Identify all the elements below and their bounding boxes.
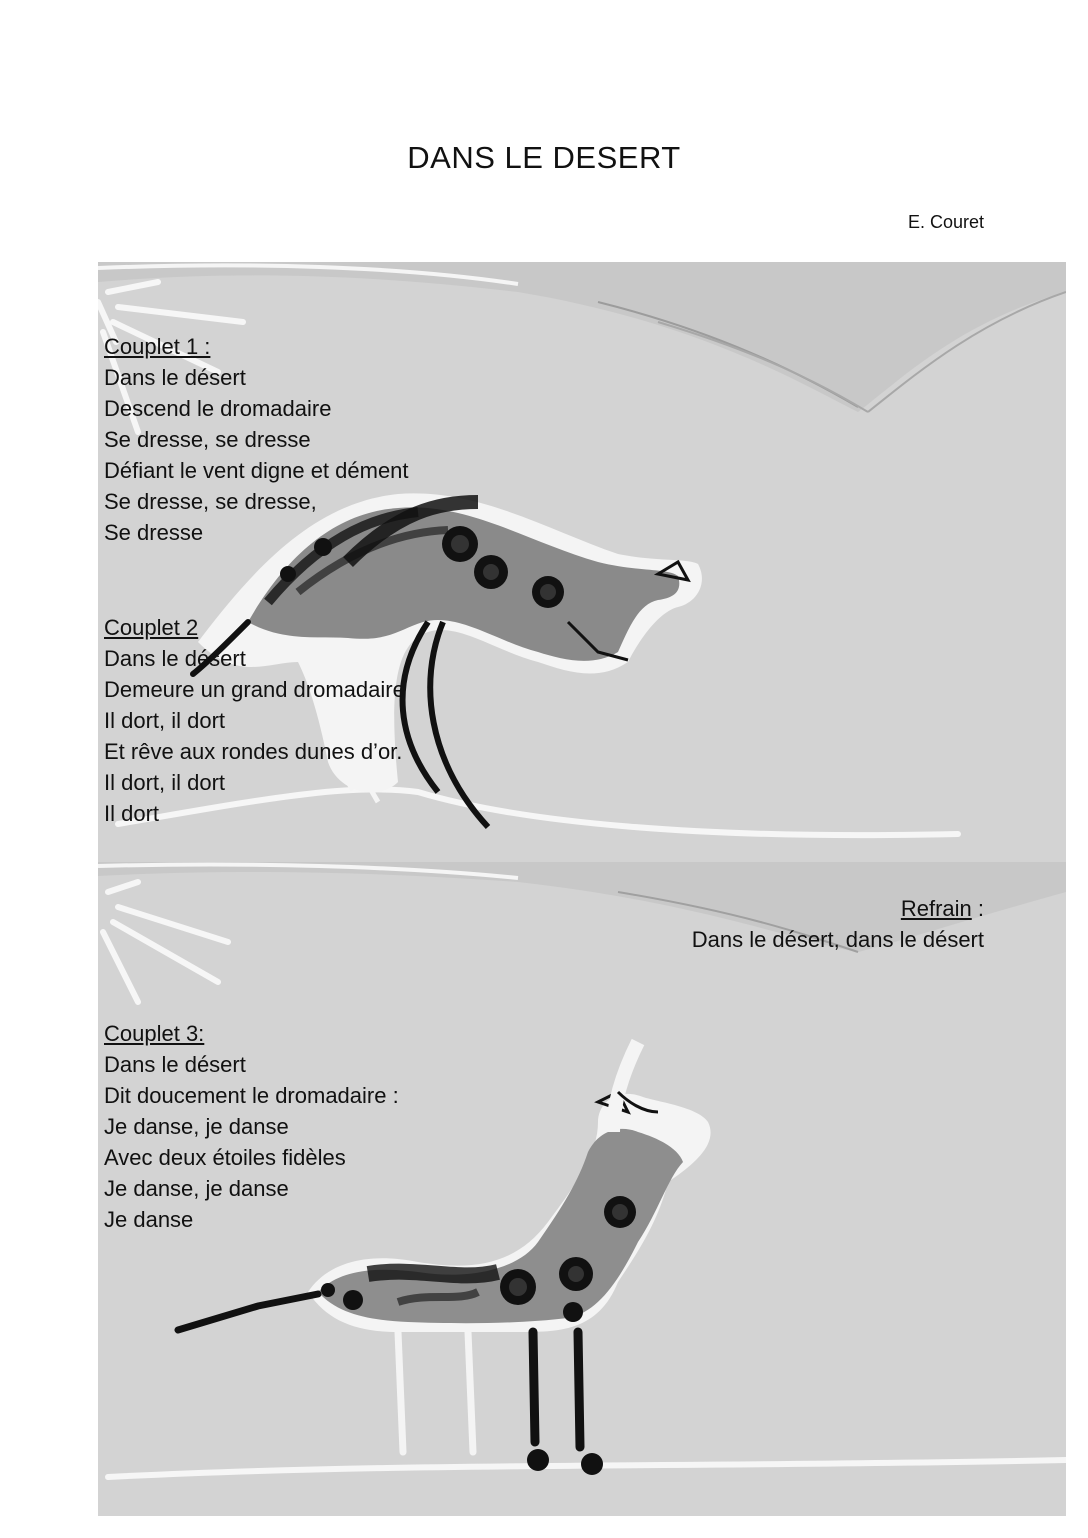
verse-line: Se dresse, se dresse: [104, 427, 311, 452]
author-name: E. Couret: [907, 212, 984, 232]
verse-line: Je danse, je danse: [104, 1176, 289, 1201]
couplet-heading: Couplet 2: [104, 615, 199, 640]
verse-line: Et rêve aux rondes dunes d’or.: [104, 739, 403, 764]
verse-line: Descend le dromadaire: [104, 396, 332, 421]
song-title: DANS LE DESERT: [407, 140, 681, 175]
couplet-heading: Couplet 3:: [104, 1021, 205, 1046]
refrain-heading-suffix: :: [971, 896, 984, 921]
verse-line: Dit doucement le dromadaire :: [104, 1083, 399, 1108]
refrain-heading: Refrain: [900, 896, 972, 921]
couplet-1: [104, 331, 409, 548]
verse-line: Dans le désert: [104, 365, 246, 390]
couplet-3: [104, 1018, 399, 1235]
sun-icon: [103, 882, 228, 1002]
verse-line: Il dort, il dort: [104, 770, 226, 795]
verse-line: Dans le désert: [104, 1052, 246, 1077]
refrain-heading-row: [692, 893, 984, 924]
verse-line: Défiant le vent digne et dément: [104, 458, 409, 483]
verse-line: Il dort: [104, 801, 160, 826]
verse-line: Je danse: [104, 1207, 194, 1232]
verse-line: Dans le désert: [104, 646, 246, 671]
couplet-heading: Couplet 1 :: [104, 334, 211, 359]
verse-line: Il dort, il dort: [104, 708, 226, 733]
verse-line: Demeure un grand dromadaire: [104, 677, 405, 702]
refrain: [692, 893, 984, 955]
verse-line: Je danse, je danse: [104, 1114, 289, 1139]
verse-line: Avec deux étoiles fidèles: [104, 1145, 346, 1170]
verse-line: Se dresse, se dresse,: [104, 489, 317, 514]
couplet-2: [104, 612, 405, 829]
verse-line: Se dresse: [104, 520, 204, 545]
refrain-line: Dans le désert, dans le désert: [691, 927, 984, 952]
